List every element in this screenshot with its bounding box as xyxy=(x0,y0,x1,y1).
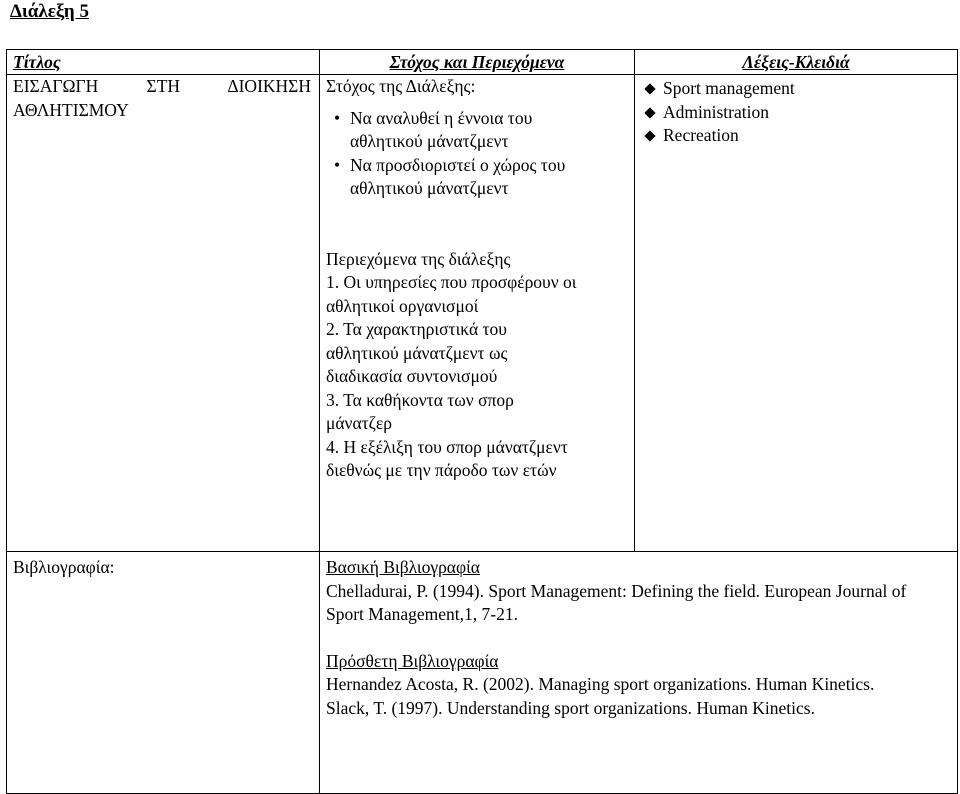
bibliography-row xyxy=(7,552,958,794)
contents-item: 2. Τα χαρακτηριστικά του αθλητικού μάνατζμεντ ως διαδικασία συντονισμού xyxy=(326,319,508,386)
basic-bibliography-heading: Βασική Βιβλιογραφία xyxy=(326,557,480,577)
bibliography-label: Βιβλιογραφία: xyxy=(13,557,115,577)
lecture-table xyxy=(6,49,958,794)
lecture-title-line1: ΕΙΣΑΓΩΓΗ ΣΤΗ ΔΙΟΙΚΗΣΗ xyxy=(13,76,311,96)
contents-label: Περιεχόμενα της διάλεξης xyxy=(326,248,511,269)
contents-item: 1. Οι υπηρεσίες που προσφέρουν οι αθλητικοί οργανισμοί xyxy=(326,272,577,316)
bibliography-content-cell xyxy=(320,552,958,794)
extra-bibliography-item: Slack, T. (1997). Understanding sport organizations. Human Kinetics. xyxy=(326,697,815,718)
keywords-cell xyxy=(635,75,958,552)
header-title: Τίτλος xyxy=(7,50,320,75)
bibliography-label-cell xyxy=(7,552,320,794)
keyword-item: Sport management xyxy=(641,77,957,101)
keyword-item: Administration xyxy=(641,101,957,125)
header-keywords: Λέξεις-Κλειδιά xyxy=(635,50,958,75)
contents-list xyxy=(326,271,622,483)
header-goals-contents: Στόχος και Περιεχόμενα xyxy=(320,50,635,75)
goal-list xyxy=(326,107,586,201)
goal-label: Στόχος της Διάλεξης: xyxy=(326,76,476,96)
page-title: Διάλεξη 5 xyxy=(10,1,89,22)
header-row xyxy=(7,50,958,75)
lecture-title-cell xyxy=(7,75,320,552)
goal-item: • Να προσδιοριστεί ο χώρος του αθλητικού μάνατζμεντ xyxy=(326,154,586,201)
extra-bibliography-heading: Πρόσθετη Βιβλιογραφία xyxy=(326,650,499,671)
extra-bibliography-item: Hernandez Acosta, R. (2002). Managing sport organizations. Human Kinetics. xyxy=(326,674,875,694)
goal-item: • Να αναλυθεί η έννοια του αθλητικού μάνατζμεντ xyxy=(326,107,586,154)
lecture-title-line2: ΑΘΛΗΤΙΣΜΟΥ xyxy=(13,99,129,120)
basic-bibliography-item: Chelladurai, P. (1994). Sport Management: Defining the field. European Journal of Sport Management,1, 7-21. xyxy=(326,580,907,624)
lecture-row xyxy=(7,75,958,552)
goals-contents-cell xyxy=(320,75,635,552)
keyword-list xyxy=(641,77,957,148)
keyword-item: Recreation xyxy=(641,124,957,148)
contents-item: 4. Η εξέλιξη του σπορ μάνατζμεντ διεθνώς με την πάροδο των ετών xyxy=(326,436,568,480)
contents-item: 3. Τα καθήκοντα των σπορ μάνατζερ xyxy=(326,389,514,433)
